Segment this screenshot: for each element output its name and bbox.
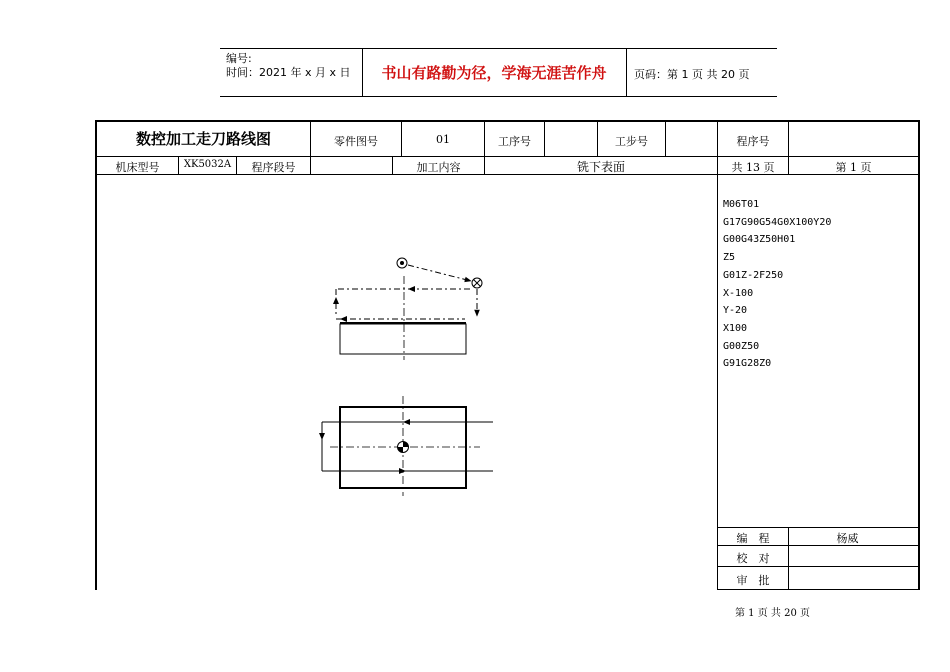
header-time-label: 时间：2021 年 x 月 x 日: [226, 66, 351, 79]
arrow-right: [408, 286, 415, 292]
footer-page-text: 第 1 页 共 20 页: [735, 608, 810, 619]
front-view: [333, 258, 482, 360]
gcode-line: X-100: [723, 287, 754, 299]
rapid-move-path: [408, 265, 471, 281]
arrow-left: [403, 419, 410, 425]
start-point-dot: [400, 261, 404, 265]
program-by-label: 编 程: [736, 532, 770, 545]
gcode-line: Y-20: [723, 305, 748, 317]
total-pages: 共 13 页: [731, 161, 775, 174]
arrow-up: [333, 297, 339, 304]
gcode-line: X100: [723, 322, 748, 334]
check-label: 校 对: [736, 552, 770, 565]
content-label: 加工内容: [416, 161, 461, 174]
program-no-label: 程序号: [736, 135, 770, 148]
gcode-line: G91G28Z0: [723, 358, 772, 370]
table-title: 数控加工走刀路线图: [135, 130, 271, 148]
content-value: 铣下表面: [576, 160, 625, 174]
step-no-label: 工步号: [615, 135, 648, 148]
header-code-label: 编号:: [226, 52, 252, 65]
header-motto: 书山有路勤为径，学海无涯苦作舟: [381, 64, 607, 82]
current-page: 第 1 页: [835, 161, 872, 174]
segment-label: 程序段号: [251, 161, 296, 174]
arrow-left: [340, 316, 347, 322]
machine-label: 机床型号: [115, 161, 160, 174]
arrow-down: [319, 433, 325, 440]
programmer-name: 杨威: [836, 532, 859, 545]
arrow-right: [399, 468, 406, 474]
top-view: [319, 396, 493, 496]
process-no-label: 工序号: [498, 135, 531, 148]
gcode-line: Z5: [723, 252, 736, 264]
gcode-line: G00Z50: [723, 340, 760, 352]
machine-value: XK5032A: [183, 159, 232, 170]
gcode-line: M06T01: [723, 199, 760, 210]
header-page-label: 页码：第 1 页 共 20 页: [634, 68, 750, 81]
gcode-line: G17G90G54G0X100Y20: [723, 216, 832, 228]
part-no-value: 01: [436, 133, 450, 146]
workpiece-front: [340, 324, 466, 354]
part-no-label: 零件图号: [334, 135, 378, 148]
approve-label: 审 批: [736, 574, 770, 587]
gcode-line: G01Z-2F250: [723, 269, 784, 281]
gcode-line: G00G43Z50H01: [723, 234, 796, 246]
